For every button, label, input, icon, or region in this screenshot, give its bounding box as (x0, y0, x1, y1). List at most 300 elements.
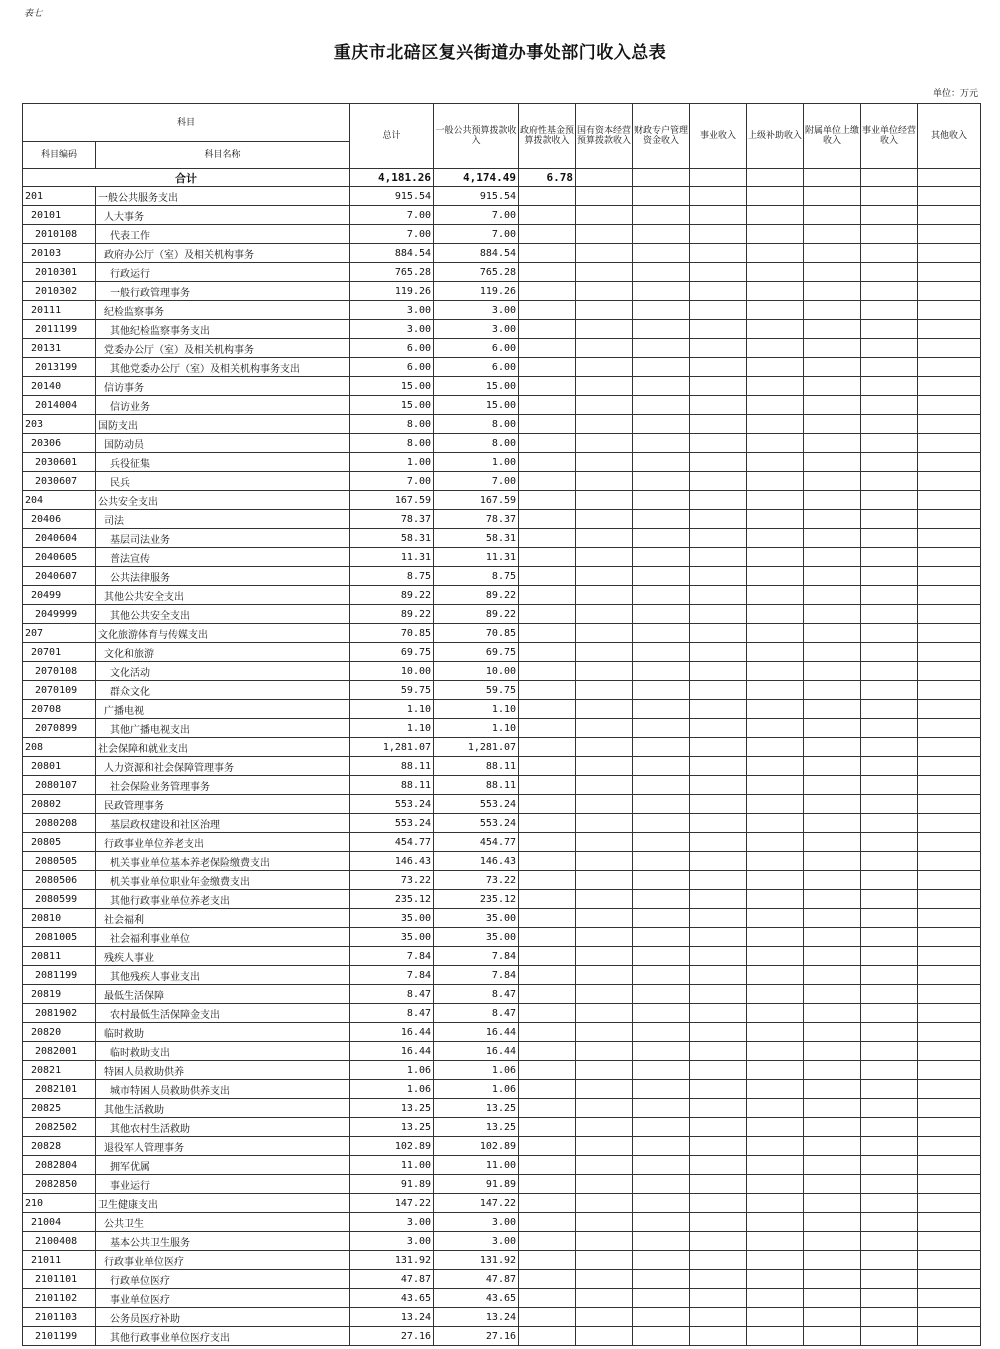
empty-cell (519, 719, 576, 738)
empty-cell (861, 453, 918, 472)
empty-cell (861, 1023, 918, 1042)
empty-cell (918, 282, 981, 301)
row-total: 13.25 (350, 1099, 434, 1118)
row-code: 20140 (23, 377, 96, 396)
empty-cell (861, 282, 918, 301)
empty-cell (804, 453, 861, 472)
empty-cell (519, 453, 576, 472)
empty-cell (690, 548, 747, 567)
table-row (23, 833, 981, 852)
row-total: 1.06 (350, 1061, 434, 1080)
empty-cell (519, 928, 576, 947)
empty-cell (576, 871, 633, 890)
empty-cell (576, 909, 633, 928)
empty-cell (861, 1251, 918, 1270)
row-code: 2070899 (23, 719, 96, 738)
row-general-budget: 78.37 (434, 510, 519, 529)
empty-cell (576, 833, 633, 852)
empty-cell (633, 1137, 690, 1156)
row-total: 7.84 (350, 947, 434, 966)
empty-cell (918, 1080, 981, 1099)
empty-cell (576, 244, 633, 263)
empty-cell (690, 1289, 747, 1308)
empty-cell (633, 966, 690, 985)
empty-cell (804, 377, 861, 396)
row-name: 社会保障和就业支出 (96, 738, 350, 757)
empty-cell (747, 928, 804, 947)
empty-cell (747, 1327, 804, 1346)
empty-cell (633, 1099, 690, 1118)
empty-cell (747, 1156, 804, 1175)
header-business: 事业收入 (690, 104, 747, 169)
row-total: 102.89 (350, 1137, 434, 1156)
row-total: 167.59 (350, 491, 434, 510)
row-total: 15.00 (350, 377, 434, 396)
empty-cell (861, 301, 918, 320)
row-name: 其他行政事业单位医疗支出 (96, 1327, 350, 1346)
empty-cell (633, 947, 690, 966)
table-row (23, 377, 981, 396)
empty-cell (633, 985, 690, 1004)
row-total: 35.00 (350, 909, 434, 928)
empty-cell (747, 548, 804, 567)
empty-cell (519, 909, 576, 928)
empty-cell (690, 187, 747, 206)
empty-cell (519, 396, 576, 415)
row-total: 1.06 (350, 1080, 434, 1099)
row-general-budget: 13.25 (434, 1118, 519, 1137)
row-code: 2040605 (23, 548, 96, 567)
empty-cell (918, 472, 981, 491)
row-name: 信访业务 (96, 396, 350, 415)
empty-cell (519, 890, 576, 909)
row-code: 2101103 (23, 1308, 96, 1327)
empty-cell (861, 814, 918, 833)
row-code: 20306 (23, 434, 96, 453)
empty-cell (519, 1137, 576, 1156)
table-row (23, 1004, 981, 1023)
row-total: 47.87 (350, 1270, 434, 1289)
empty-cell (747, 624, 804, 643)
empty-cell (690, 1232, 747, 1251)
empty-cell (519, 966, 576, 985)
empty-cell (576, 700, 633, 719)
table-row (23, 890, 981, 909)
empty-cell (804, 1289, 861, 1308)
empty-cell (690, 586, 747, 605)
empty-cell (576, 605, 633, 624)
row-total: 1.00 (350, 453, 434, 472)
empty-cell (918, 890, 981, 909)
empty-cell (918, 738, 981, 757)
empty-cell (747, 1004, 804, 1023)
row-general-budget: 1.06 (434, 1080, 519, 1099)
row-name: 司法 (96, 510, 350, 529)
empty-cell (633, 586, 690, 605)
empty-cell (633, 434, 690, 453)
row-general-budget: 8.47 (434, 985, 519, 1004)
empty-cell (519, 1289, 576, 1308)
empty-cell (861, 890, 918, 909)
empty-cell (576, 187, 633, 206)
empty-cell (804, 1080, 861, 1099)
empty-cell (918, 776, 981, 795)
table-row (23, 795, 981, 814)
row-code: 2014004 (23, 396, 96, 415)
empty-cell (747, 719, 804, 738)
empty-cell (576, 1156, 633, 1175)
empty-cell (519, 1213, 576, 1232)
empty-cell (804, 1061, 861, 1080)
row-code: 2082101 (23, 1080, 96, 1099)
empty-cell (690, 415, 747, 434)
empty-cell (519, 1327, 576, 1346)
empty-cell (861, 586, 918, 605)
row-code: 20820 (23, 1023, 96, 1042)
empty-cell (690, 719, 747, 738)
empty-cell (690, 263, 747, 282)
empty-cell (519, 1232, 576, 1251)
row-general-budget: 35.00 (434, 928, 519, 947)
row-general-budget: 58.31 (434, 529, 519, 548)
empty-cell (861, 1099, 918, 1118)
row-total: 147.22 (350, 1194, 434, 1213)
empty-cell (690, 1118, 747, 1137)
row-name: 其他农村生活救助 (96, 1118, 350, 1137)
empty-cell (690, 567, 747, 586)
table-row (23, 643, 981, 662)
empty-cell (804, 662, 861, 681)
empty-cell (747, 1251, 804, 1270)
empty-cell (918, 529, 981, 548)
empty-cell (690, 1270, 747, 1289)
row-total: 35.00 (350, 928, 434, 947)
empty-cell (690, 472, 747, 491)
row-total: 6.00 (350, 339, 434, 358)
row-name: 行政单位医疗 (96, 1270, 350, 1289)
empty-cell (576, 301, 633, 320)
empty-cell (690, 1308, 747, 1327)
empty-cell (576, 1099, 633, 1118)
row-general-budget: 69.75 (434, 643, 519, 662)
row-general-budget: 3.00 (434, 320, 519, 339)
row-total: 8.00 (350, 415, 434, 434)
row-code: 20805 (23, 833, 96, 852)
empty-cell (861, 909, 918, 928)
empty-cell (861, 491, 918, 510)
empty-cell (633, 871, 690, 890)
empty-cell (918, 795, 981, 814)
table-row (23, 909, 981, 928)
empty-cell (918, 1175, 981, 1194)
empty-cell (633, 358, 690, 377)
empty-cell (861, 795, 918, 814)
empty-cell (690, 985, 747, 1004)
table-row (23, 966, 981, 985)
empty-cell (804, 833, 861, 852)
empty-cell (804, 548, 861, 567)
empty-cell (576, 966, 633, 985)
empty-cell (576, 928, 633, 947)
empty-cell (633, 928, 690, 947)
table-row (23, 1327, 981, 1346)
empty-cell (918, 206, 981, 225)
empty-cell (861, 1270, 918, 1289)
empty-cell (690, 510, 747, 529)
empty-cell (804, 1004, 861, 1023)
empty-cell (690, 909, 747, 928)
empty-cell (576, 320, 633, 339)
table-row (23, 738, 981, 757)
row-name: 一般行政管理事务 (96, 282, 350, 301)
row-total: 3.00 (350, 1213, 434, 1232)
row-general-budget: 8.75 (434, 567, 519, 586)
empty-cell (804, 1042, 861, 1061)
row-general-budget: 16.44 (434, 1023, 519, 1042)
empty-cell (747, 358, 804, 377)
row-name: 公共卫生 (96, 1213, 350, 1232)
header-total: 总计 (350, 104, 434, 169)
table-row (23, 225, 981, 244)
empty-cell (918, 1118, 981, 1137)
empty-cell (918, 339, 981, 358)
row-name: 国防支出 (96, 415, 350, 434)
row-total: 3.00 (350, 301, 434, 320)
empty-cell (576, 434, 633, 453)
empty-cell (576, 947, 633, 966)
table-row (23, 453, 981, 472)
empty-cell (576, 795, 633, 814)
row-name: 基本公共卫生服务 (96, 1232, 350, 1251)
empty-cell (804, 206, 861, 225)
row-code: 20101 (23, 206, 96, 225)
empty-cell (918, 1289, 981, 1308)
row-total: 553.24 (350, 795, 434, 814)
empty-cell (576, 662, 633, 681)
row-name: 一般公共服务支出 (96, 187, 350, 206)
empty-cell (633, 738, 690, 757)
empty-cell (747, 814, 804, 833)
table-row (23, 1061, 981, 1080)
table-row (23, 719, 981, 738)
row-code: 20810 (23, 909, 96, 928)
row-total: 43.65 (350, 1289, 434, 1308)
table-row (23, 567, 981, 586)
row-general-budget: 1.10 (434, 719, 519, 738)
empty-cell (519, 339, 576, 358)
row-total: 915.54 (350, 187, 434, 206)
row-total: 7.84 (350, 966, 434, 985)
empty-cell (633, 1213, 690, 1232)
row-general-budget: 88.11 (434, 757, 519, 776)
empty-cell (861, 662, 918, 681)
empty-cell (918, 928, 981, 947)
empty-cell (747, 909, 804, 928)
row-code: 20406 (23, 510, 96, 529)
empty-cell (918, 377, 981, 396)
header-affiliated: 附属单位上缴收入 (804, 104, 861, 169)
empty-cell (918, 358, 981, 377)
empty-cell (633, 1118, 690, 1137)
row-code: 2081902 (23, 1004, 96, 1023)
row-general-budget: 915.54 (434, 187, 519, 206)
empty-cell (519, 1175, 576, 1194)
table-row (23, 586, 981, 605)
empty-cell (576, 1308, 633, 1327)
empty-cell (918, 1042, 981, 1061)
row-total: 88.11 (350, 757, 434, 776)
empty-cell (918, 1061, 981, 1080)
row-name: 其他生活救助 (96, 1099, 350, 1118)
empty-cell (519, 1251, 576, 1270)
row-name: 公共法律服务 (96, 567, 350, 586)
empty-cell (519, 1023, 576, 1042)
table-row (23, 605, 981, 624)
row-code: 20131 (23, 339, 96, 358)
row-name: 事业单位医疗 (96, 1289, 350, 1308)
empty-cell (747, 757, 804, 776)
empty-cell (804, 1137, 861, 1156)
row-code: 2070109 (23, 681, 96, 700)
empty-cell (861, 833, 918, 852)
table-row (23, 776, 981, 795)
row-general-budget: 59.75 (434, 681, 519, 700)
row-code: 204 (23, 491, 96, 510)
empty-cell (861, 1156, 918, 1175)
empty-cell (747, 1175, 804, 1194)
empty-cell (918, 947, 981, 966)
empty-cell (519, 643, 576, 662)
empty-cell (519, 529, 576, 548)
row-general-budget: 454.77 (434, 833, 519, 852)
row-name: 公共安全支出 (96, 491, 350, 510)
empty-cell (633, 491, 690, 510)
row-code: 2049999 (23, 605, 96, 624)
row-name: 临时救助支出 (96, 1042, 350, 1061)
row-name: 残疾人事业 (96, 947, 350, 966)
empty-cell (633, 187, 690, 206)
empty-cell (633, 1232, 690, 1251)
empty-cell (633, 852, 690, 871)
row-name: 文化活动 (96, 662, 350, 681)
empty-cell (747, 377, 804, 396)
row-name: 文化旅游体育与传媒支出 (96, 624, 350, 643)
empty-cell (633, 605, 690, 624)
row-general-budget: 235.12 (434, 890, 519, 909)
empty-cell (747, 1232, 804, 1251)
table-row (23, 757, 981, 776)
empty-cell (519, 1194, 576, 1213)
empty-cell (747, 301, 804, 320)
empty-cell (747, 206, 804, 225)
empty-cell (747, 776, 804, 795)
empty-cell (519, 852, 576, 871)
empty-cell (861, 624, 918, 643)
empty-cell (633, 795, 690, 814)
empty-cell (804, 700, 861, 719)
row-general-budget: 147.22 (434, 1194, 519, 1213)
empty-cell (690, 624, 747, 643)
empty-cell (519, 1118, 576, 1137)
table-row (23, 339, 981, 358)
row-general-budget: 6.00 (434, 339, 519, 358)
row-name: 行政事业单位养老支出 (96, 833, 350, 852)
row-general-budget: 167.59 (434, 491, 519, 510)
table-row (23, 548, 981, 567)
empty-cell (633, 624, 690, 643)
empty-cell (861, 244, 918, 263)
row-name: 代表工作 (96, 225, 350, 244)
empty-cell (747, 985, 804, 1004)
empty-cell (804, 1308, 861, 1327)
empty-cell (861, 1004, 918, 1023)
empty-cell (576, 1270, 633, 1289)
empty-cell (804, 187, 861, 206)
empty-cell (519, 377, 576, 396)
empty-cell (918, 1004, 981, 1023)
row-name: 机关事业单位职业年金缴费支出 (96, 871, 350, 890)
empty-cell (747, 510, 804, 529)
empty-cell (918, 567, 981, 586)
empty-cell (576, 757, 633, 776)
empty-cell (861, 776, 918, 795)
empty-cell (690, 529, 747, 548)
row-total: 6.00 (350, 358, 434, 377)
row-name: 基层政权建设和社区治理 (96, 814, 350, 833)
empty-cell (519, 206, 576, 225)
empty-cell (690, 1099, 747, 1118)
empty-cell (519, 985, 576, 1004)
empty-cell (861, 339, 918, 358)
empty-cell (804, 814, 861, 833)
row-general-budget: 3.00 (434, 1213, 519, 1232)
empty-cell (576, 681, 633, 700)
empty-cell (519, 491, 576, 510)
row-total: 27.16 (350, 1327, 434, 1346)
empty-cell (633, 1327, 690, 1346)
empty-cell (918, 1099, 981, 1118)
empty-cell (918, 814, 981, 833)
row-general-budget: 7.84 (434, 947, 519, 966)
row-total: 146.43 (350, 852, 434, 871)
empty-cell (747, 1042, 804, 1061)
empty-cell (861, 928, 918, 947)
row-code: 20828 (23, 1137, 96, 1156)
header-other: 其他收入 (918, 104, 981, 169)
empty-cell (861, 206, 918, 225)
row-code: 208 (23, 738, 96, 757)
empty-cell (633, 1080, 690, 1099)
table-tag: 表七 (24, 9, 43, 19)
empty-cell (918, 624, 981, 643)
row-total: 59.75 (350, 681, 434, 700)
table-row (23, 1042, 981, 1061)
table-row (23, 985, 981, 1004)
empty-cell (519, 1004, 576, 1023)
empty-cell (804, 1023, 861, 1042)
table-row (23, 320, 981, 339)
row-total: 88.11 (350, 776, 434, 795)
empty-cell (804, 852, 861, 871)
empty-cell (918, 1270, 981, 1289)
empty-cell (576, 1061, 633, 1080)
row-code: 20801 (23, 757, 96, 776)
row-total: 89.22 (350, 586, 434, 605)
row-name: 文化和旅游 (96, 643, 350, 662)
empty-cell (633, 1042, 690, 1061)
row-code: 2080208 (23, 814, 96, 833)
empty-cell (918, 225, 981, 244)
